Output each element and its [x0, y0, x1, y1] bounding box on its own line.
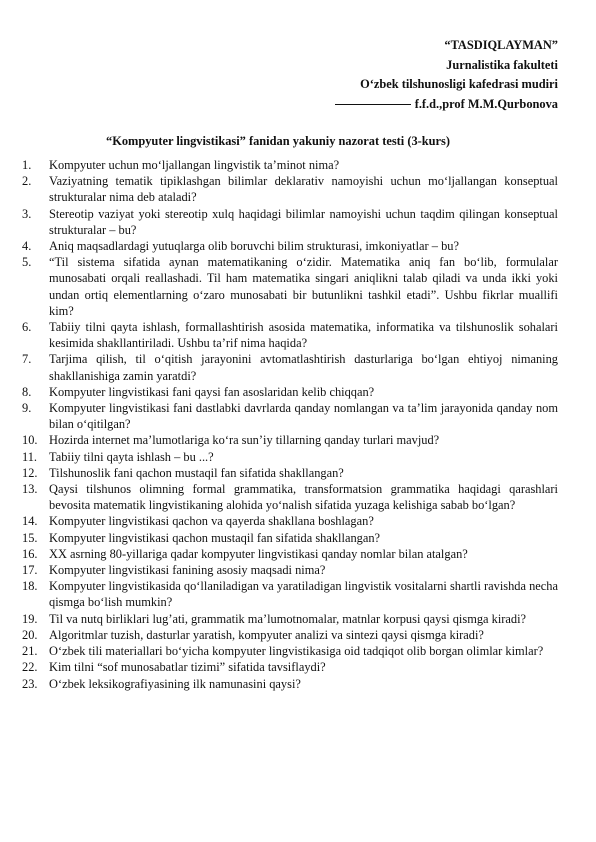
question-number: 4. [22, 239, 32, 254]
question-text: Stereotip vaziyat yoki stereotip xulq haqidagi bilimlar namoyishi uchun taqdim qilingan konseptual strukturalar – bu? [49, 206, 558, 237]
question-item [22, 513, 558, 529]
question-item [22, 578, 558, 610]
question-item [22, 400, 558, 432]
question-number: 15. [22, 530, 38, 545]
question-text: Kompyuter lingvistikasi fani qaysi fan asoslaridan kelib chiqqan? [49, 384, 375, 399]
question-item [22, 157, 558, 173]
question-number: 5. [22, 255, 32, 270]
question-item [22, 465, 558, 481]
question-text: O‘zbek leksikografiyasining ilk namunasini qaysi? [49, 676, 301, 691]
question-number: 16. [22, 546, 38, 561]
question-text: Tabiiy tilni qayta ishlash – bu ...? [49, 449, 214, 464]
question-number: 1. [22, 158, 32, 172]
question-text: Kompyuter lingvistikasi qachon mustaqil fan sifatida shakllangan? [49, 530, 381, 545]
question-item [22, 530, 558, 546]
question-item [22, 676, 558, 692]
question-item [22, 611, 558, 627]
signature-line [22, 95, 558, 115]
question-item [22, 562, 558, 578]
question-number: 20. [22, 627, 38, 642]
question-number: 21. [22, 644, 38, 659]
question-number: 7. [22, 352, 32, 367]
question-number: 8. [22, 384, 32, 399]
question-item [22, 254, 558, 319]
question-item [22, 627, 558, 643]
question-text: Qaysi tilshunos olimning formal grammatika, transformatsion grammatika haqidagi qarashlari bevosita matematik lingvistikaning alohida yo‘nalish sifatida yuzaga kelishiga sabab bo‘lgan? [49, 482, 558, 513]
signatory-name: f.f.d.,prof M.M.Qurbonova [414, 96, 558, 111]
question-number: 9. [22, 401, 32, 416]
question-list [22, 157, 558, 692]
question-text: Hozirda internet ma’lumotlariga ko‘ra sun’iy tillarning qanday turlari mavjud? [49, 433, 440, 448]
question-number: 18. [22, 579, 38, 594]
question-item [22, 238, 558, 254]
question-item [22, 206, 558, 238]
question-text: Kim tilni “sof munosabatlar tizimi” sifatida tavsiflaydi? [49, 660, 326, 675]
faculty-name: Jurnalistika fakulteti [446, 57, 558, 72]
question-item [22, 546, 558, 562]
question-number: 10. [22, 433, 38, 448]
question-number: 2. [22, 174, 32, 189]
question-text: XX asrning 80-yillariga qadar kompyuter lingvistikasi qanday nomlar bilan atalgan? [49, 546, 468, 561]
question-number: 13. [22, 482, 38, 497]
department-head: O‘zbek tilshunosligi kafedrasi mudiri [360, 77, 558, 91]
question-number: 17. [22, 563, 38, 578]
question-text: Kompyuter lingvistikasi qachon va qayerda shakllana boshlagan? [49, 514, 374, 529]
question-item [22, 659, 558, 675]
question-number: 14. [22, 514, 38, 529]
question-text: Kompyuter lingvistikasi fanining asosiy maqsadi nima? [49, 563, 326, 578]
question-text: Kompyuter lingvistikasida qo‘llaniladigan va yaratiladigan lingvistik vositalarni shartli ravishda necha qismga bo‘lish mumkin? [49, 579, 558, 610]
question-number: 12. [22, 465, 38, 480]
question-text: Tarjima qilish, til o‘qitish jarayonini avtomatlashtirish dasturlariga bo‘lgan ehtiyoj nimaning shakllanishiga zamin yaratdi? [49, 352, 558, 383]
question-text: Tilshunoslik fani qachon mustaqil fan sifatida shakllangan? [49, 465, 344, 480]
question-item [22, 449, 558, 465]
signature-blank [335, 104, 411, 105]
question-item [22, 351, 558, 383]
question-number: 6. [22, 320, 32, 335]
question-item [22, 319, 558, 351]
question-item [22, 432, 558, 448]
question-text: Aniq maqsadlardagi yutuqlarga olib boruvchi bilim strukturasi, imkoniyatlar – bu? [49, 239, 459, 254]
question-number: 11. [22, 449, 38, 464]
question-text: Kompyuter uchun mo‘ljallangan lingvistik ta’minot nima? [49, 158, 340, 172]
question-number: 19. [22, 611, 38, 626]
question-item [22, 173, 558, 205]
question-item [22, 481, 558, 513]
question-text: Tabiiy tilni qayta ishlash, formallashtirish asosida matematika, informatika va tilshunoslik sohalari kesimida shakllantiriladi. Ushbu ta’rif nima haqida? [49, 320, 558, 351]
question-text: O‘zbek tili materiallari bo‘yicha kompyuter lingvistikasiga oid tadqiqot olib borgan olimlar kimlar? [49, 644, 544, 659]
question-text: Til va nutq birliklari lug’ati, grammatik ma’lumotnomalar, matnlar korpusi qaysi qismga kiradi? [49, 611, 527, 626]
question-item [22, 384, 558, 400]
question-number: 3. [22, 206, 32, 221]
question-number: 22. [22, 660, 38, 675]
question-text: Vaziyatning tematik tipiklashgan bilimlar deklarativ namoyishi uchun mo‘ljallangan konseptual strukturalar nima deb ataladi? [49, 174, 558, 205]
question-text: “Til sistema sifatida aynan matematikaning o‘zidir. Matematika aniq fan bo‘lib, formulalar munosabati orqali reallashadi. Til ham matematika singari aniqlikni talab qiladi va unda ikki yoki undan ortiq elementlarning o‘zaro munosabati bir butunlikni tashkil etadi”. Ushbu fikrlar muallifi kim? [49, 255, 558, 318]
question-text: Algoritmlar tuzish, dasturlar yaratish, kompyuter analizi va sintezi qaysi qismga kiradi? [49, 627, 484, 642]
approval-heading: “TASDIQLAYMAN” [444, 38, 558, 52]
question-number: 23. [22, 676, 38, 691]
test-title: “Kompyuter lingvistikasi” fanidan yakuniy nazorat testi (3-kurs) [106, 134, 450, 148]
question-item [22, 643, 558, 659]
approval-block [22, 36, 558, 114]
question-text: Kompyuter lingvistikasi fani dastlabki davrlarda qanday nomlangan va ta’lim jarayonida qanday nom bilan o‘qitilgan? [49, 401, 558, 432]
